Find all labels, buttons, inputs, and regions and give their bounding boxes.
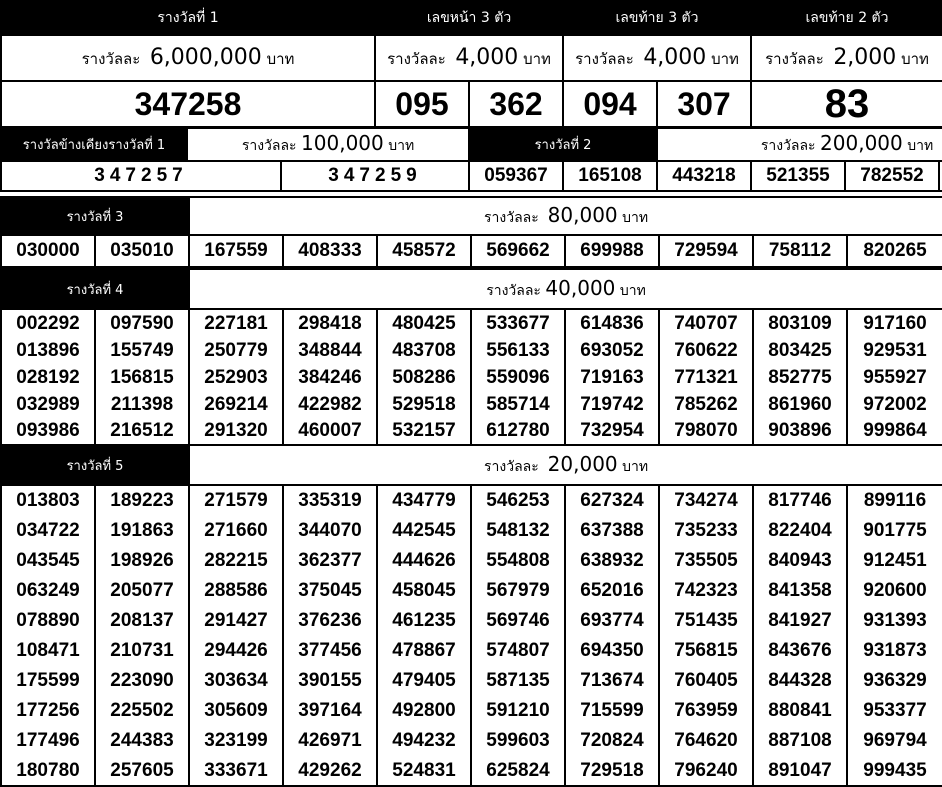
first-prize-header: รางวัลที่ 1 — [1, 1, 375, 35]
fourth-prize-number: 612780 — [471, 418, 565, 445]
last-two-header: เลขท้าย 2 ตัว — [751, 1, 942, 35]
fifth-prize-number: 335319 — [283, 486, 377, 516]
fifth-prize-number: 191863 — [95, 516, 189, 546]
last-three-amount: รางวัลละ 4,000 บาท — [563, 35, 751, 81]
fifth-prize-number: 177496 — [1, 726, 95, 756]
second-prize-amount: รางวัลละ 200,000 บาท — [657, 127, 942, 161]
fifth-prize-number: 756815 — [659, 636, 753, 666]
fifth-prize-number: 063249 — [1, 576, 95, 606]
third-prize-title: รางวัลที่ 3 — [1, 197, 189, 235]
fourth-prize-amount: รางวัลละ 40,000 บาท — [189, 269, 942, 309]
fifth-prize-number: 461235 — [377, 606, 471, 636]
fifth-prize-number: 377456 — [283, 636, 377, 666]
fourth-prize-number: 156815 — [95, 364, 189, 391]
fourth-prize-number: 211398 — [95, 391, 189, 418]
front-three-number-2: 362 — [469, 81, 563, 128]
fifth-prize-number: 999435 — [847, 756, 942, 786]
fourth-prize-number: 216512 — [95, 418, 189, 445]
fifth-prize-number: 567979 — [471, 576, 565, 606]
fifth-prize-number: 591210 — [471, 696, 565, 726]
fifth-prize-number: 729518 — [565, 756, 659, 786]
fifth-prize-number: 198926 — [95, 546, 189, 576]
third-prize-number: 458572 — [377, 235, 471, 267]
fifth-prize-number: 458045 — [377, 576, 471, 606]
third-prize-block — [0, 196, 942, 268]
fourth-prize-number: 798070 — [659, 418, 753, 445]
fifth-prize-number: 376236 — [283, 606, 377, 636]
fifth-prize-grid — [0, 486, 942, 787]
fourth-prize-number: 384246 — [283, 364, 377, 391]
fifth-prize-number: 841358 — [753, 576, 847, 606]
fifth-prize-number: 931393 — [847, 606, 942, 636]
fifth-prize-number: 751435 — [659, 606, 753, 636]
last-three-number-1: 094 — [563, 81, 657, 128]
fifth-prize-number: 291427 — [189, 606, 283, 636]
third-prize-amount: รางวัลละ 80,000 บาท — [189, 197, 942, 235]
fifth-prize-number: 742323 — [659, 576, 753, 606]
fifth-prize-number: 822404 — [753, 516, 847, 546]
last-three-number-2: 307 — [657, 81, 751, 128]
fifth-prize-number: 625824 — [471, 756, 565, 786]
fifth-prize-number: 375045 — [283, 576, 377, 606]
fourth-prize-number: 693052 — [565, 337, 659, 364]
fourth-prize-number: 028192 — [1, 364, 95, 391]
fourth-prize-number: 732954 — [565, 418, 659, 445]
fifth-prize-number: 429262 — [283, 756, 377, 786]
fifth-prize-number: 693774 — [565, 606, 659, 636]
fifth-prize-number: 627324 — [565, 486, 659, 516]
fifth-prize-number: 397164 — [283, 696, 377, 726]
fifth-prize-number: 840943 — [753, 546, 847, 576]
fifth-prize-number: 205077 — [95, 576, 189, 606]
fifth-prize-number: 694350 — [565, 636, 659, 666]
top-prizes-block — [0, 0, 942, 129]
fourth-prize-block — [0, 268, 942, 446]
fifth-prize-number: 969794 — [847, 726, 942, 756]
adjacent-number-2: 347259 — [281, 161, 469, 191]
fifth-prize-number: 323199 — [189, 726, 283, 756]
fifth-prize-number: 569746 — [471, 606, 565, 636]
last-three-header: เลขท้าย 3 ตัว — [563, 1, 751, 35]
front-three-number-1: 095 — [375, 81, 469, 128]
fifth-prize-number: 796240 — [659, 756, 753, 786]
fifth-prize-number: 362377 — [283, 546, 377, 576]
fourth-prize-number: 093986 — [1, 418, 95, 445]
front-three-header: เลขหน้า 3 ตัว — [375, 1, 563, 35]
third-prize-number: 729594 — [659, 235, 753, 267]
fourth-prize-number: 348844 — [283, 337, 377, 364]
fifth-prize-number: 760405 — [659, 666, 753, 696]
second-prize-number: 059367 — [469, 161, 563, 191]
fourth-prize-number: 533677 — [471, 310, 565, 337]
fourth-prize-number: 529518 — [377, 391, 471, 418]
fourth-prize-number: 740707 — [659, 310, 753, 337]
fifth-prize-number: 223090 — [95, 666, 189, 696]
adjacent-and-second-prize-block — [0, 126, 942, 192]
fourth-prize-number: 999864 — [847, 418, 942, 445]
adjacent-number-1: 347257 — [1, 161, 281, 191]
fifth-prize-number: 920600 — [847, 576, 942, 606]
fourth-prize-number: 852775 — [753, 364, 847, 391]
fifth-prize-number: 554808 — [471, 546, 565, 576]
fifth-prize-number: 734274 — [659, 486, 753, 516]
fifth-prize-number: 225502 — [95, 696, 189, 726]
front-three-amount: รางวัลละ 4,000 บาท — [375, 35, 563, 81]
fifth-prize-number: 442545 — [377, 516, 471, 546]
fourth-prize-number: 250779 — [189, 337, 283, 364]
fifth-prize-number: 208137 — [95, 606, 189, 636]
second-prize-title: รางวัลที่ 2 — [469, 127, 657, 161]
fifth-prize-number: 587135 — [471, 666, 565, 696]
adjacent-prize-title: รางวัลข้างเคียงรางวัลที่ 1 — [1, 127, 187, 161]
fourth-prize-number: 460007 — [283, 418, 377, 445]
fourth-prize-number: 861960 — [753, 391, 847, 418]
fifth-prize-number: 548132 — [471, 516, 565, 546]
fifth-prize-amount: รางวัลละ 20,000 บาท — [189, 445, 942, 485]
fifth-prize-number: 936329 — [847, 666, 942, 696]
fifth-prize-number: 175599 — [1, 666, 95, 696]
fifth-prize-number: 189223 — [95, 486, 189, 516]
fourth-prize-number: 002292 — [1, 310, 95, 337]
fourth-prize-number: 972002 — [847, 391, 942, 418]
first-prize-amount: รางวัลละ 6,000,000 บาท — [1, 35, 375, 81]
fifth-prize-number: 257605 — [95, 756, 189, 786]
fifth-prize-number: 108471 — [1, 636, 95, 666]
fifth-prize-number: 294426 — [189, 636, 283, 666]
fourth-prize-number: 585714 — [471, 391, 565, 418]
fifth-prize-number: 180780 — [1, 756, 95, 786]
fifth-prize-number: 426971 — [283, 726, 377, 756]
fifth-prize-number: 546253 — [471, 486, 565, 516]
fifth-prize-number: 880841 — [753, 696, 847, 726]
fifth-prize-number: 652016 — [565, 576, 659, 606]
fifth-prize-number: 034722 — [1, 516, 95, 546]
fourth-prize-number: 903896 — [753, 418, 847, 445]
third-prize-number: 699988 — [565, 235, 659, 267]
fourth-prize-number: 532157 — [377, 418, 471, 445]
fifth-prize-number: 043545 — [1, 546, 95, 576]
fifth-prize-number: 244383 — [95, 726, 189, 756]
fifth-prize-number: 479405 — [377, 666, 471, 696]
fifth-prize-number: 177256 — [1, 696, 95, 726]
fourth-prize-number: 013896 — [1, 337, 95, 364]
fourth-prize-number: 480425 — [377, 310, 471, 337]
fourth-prize-title: รางวัลที่ 4 — [1, 269, 189, 309]
fifth-prize-number: 574807 — [471, 636, 565, 666]
fourth-prize-number: 771321 — [659, 364, 753, 391]
fourth-prize-grid — [0, 310, 942, 446]
fourth-prize-number: 032989 — [1, 391, 95, 418]
fifth-prize-number: 492800 — [377, 696, 471, 726]
fifth-prize-number: 303634 — [189, 666, 283, 696]
fourth-prize-number: 097590 — [95, 310, 189, 337]
fifth-prize-number: 333671 — [189, 756, 283, 786]
third-prize-number: 569662 — [471, 235, 565, 267]
third-prize-number: 167559 — [189, 235, 283, 267]
fourth-prize-number: 559096 — [471, 364, 565, 391]
fourth-prize-number: 269214 — [189, 391, 283, 418]
second-prize-number: 782552 — [845, 161, 939, 191]
fifth-prize-number: 763959 — [659, 696, 753, 726]
fifth-prize-number: 524831 — [377, 756, 471, 786]
fifth-prize-number: 713674 — [565, 666, 659, 696]
fourth-prize-number: 760622 — [659, 337, 753, 364]
fourth-prize-number: 917160 — [847, 310, 942, 337]
fifth-prize-number: 444626 — [377, 546, 471, 576]
fifth-prize-number: 390155 — [283, 666, 377, 696]
fourth-prize-number: 803425 — [753, 337, 847, 364]
fourth-prize-number: 291320 — [189, 418, 283, 445]
fifth-prize-number: 478867 — [377, 636, 471, 666]
last-two-amount: รางวัลละ 2,000 บาท — [751, 35, 942, 81]
fourth-prize-number: 803109 — [753, 310, 847, 337]
fifth-prize-title: รางวัลที่ 5 — [1, 445, 189, 485]
fifth-prize-number: 638932 — [565, 546, 659, 576]
fifth-prize-number: 282215 — [189, 546, 283, 576]
third-prize-number: 758112 — [753, 235, 847, 267]
fifth-prize-number: 305609 — [189, 696, 283, 726]
fifth-prize-number: 344070 — [283, 516, 377, 546]
fifth-prize-number: 817746 — [753, 486, 847, 516]
second-prize-number: 165108 — [563, 161, 657, 191]
fourth-prize-number: 252903 — [189, 364, 283, 391]
fourth-prize-number: 155749 — [95, 337, 189, 364]
fifth-prize-number: 901775 — [847, 516, 942, 546]
fourth-prize-number: 422982 — [283, 391, 377, 418]
fifth-prize-number: 637388 — [565, 516, 659, 546]
fifth-prize-number: 288586 — [189, 576, 283, 606]
first-prize-number: 347258 — [1, 81, 375, 128]
fifth-prize-number: 735505 — [659, 546, 753, 576]
fifth-prize-number: 931873 — [847, 636, 942, 666]
fifth-prize-number: 013803 — [1, 486, 95, 516]
fifth-prize-number: 494232 — [377, 726, 471, 756]
fifth-prize-number: 715599 — [565, 696, 659, 726]
fifth-prize-number: 720824 — [565, 726, 659, 756]
fifth-prize-number: 271579 — [189, 486, 283, 516]
fifth-prize-number: 843676 — [753, 636, 847, 666]
fifth-prize-block — [0, 444, 942, 787]
fourth-prize-number: 483708 — [377, 337, 471, 364]
fifth-prize-number: 953377 — [847, 696, 942, 726]
fifth-prize-number: 887108 — [753, 726, 847, 756]
fourth-prize-number: 785262 — [659, 391, 753, 418]
fourth-prize-number: 955927 — [847, 364, 942, 391]
last-two-number: 83 — [751, 81, 942, 128]
second-prize-number: 443218 — [657, 161, 751, 191]
fifth-prize-number: 599603 — [471, 726, 565, 756]
fourth-prize-number: 719163 — [565, 364, 659, 391]
fifth-prize-number: 841927 — [753, 606, 847, 636]
third-prize-number: 408333 — [283, 235, 377, 267]
third-prize-number: 035010 — [95, 235, 189, 267]
third-prize-number: 030000 — [1, 235, 95, 267]
fourth-prize-number: 556133 — [471, 337, 565, 364]
fifth-prize-number: 891047 — [753, 756, 847, 786]
fourth-prize-number: 227181 — [189, 310, 283, 337]
fourth-prize-number: 929531 — [847, 337, 942, 364]
third-prize-number: 820265 — [847, 235, 942, 267]
second-prize-number: 521355 — [751, 161, 845, 191]
fifth-prize-number: 844328 — [753, 666, 847, 696]
fifth-prize-number: 078890 — [1, 606, 95, 636]
fourth-prize-number: 719742 — [565, 391, 659, 418]
fifth-prize-number: 899116 — [847, 486, 942, 516]
fifth-prize-number: 210731 — [95, 636, 189, 666]
fifth-prize-number: 735233 — [659, 516, 753, 546]
fourth-prize-number: 508286 — [377, 364, 471, 391]
adjacent-prize-amount: รางวัลละ 100,000 บาท — [187, 127, 469, 161]
fifth-prize-number: 271660 — [189, 516, 283, 546]
fourth-prize-number: 298418 — [283, 310, 377, 337]
fifth-prize-number: 764620 — [659, 726, 753, 756]
fourth-prize-number: 614836 — [565, 310, 659, 337]
fifth-prize-number: 434779 — [377, 486, 471, 516]
fifth-prize-number: 912451 — [847, 546, 942, 576]
